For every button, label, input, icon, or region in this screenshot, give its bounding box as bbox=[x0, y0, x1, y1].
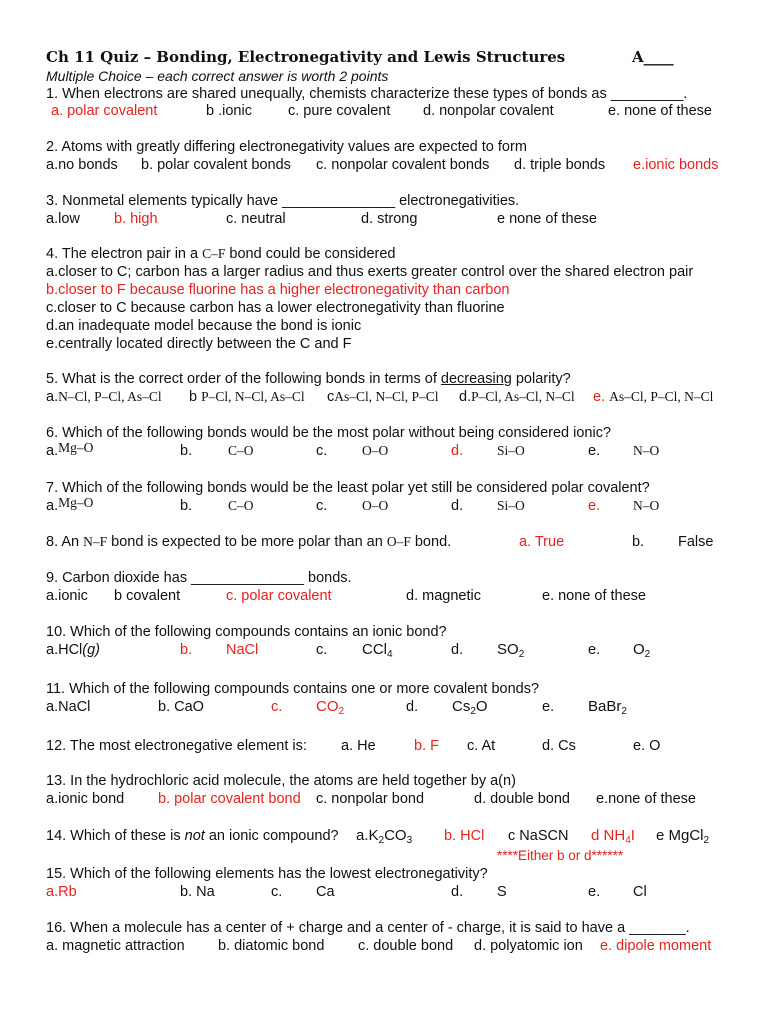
answer-option-formula: O–O bbox=[362, 498, 389, 513]
answer-option: e. none of these bbox=[542, 588, 646, 604]
answer-option-letter: d. bbox=[406, 699, 419, 715]
answer-option: a. polar covalent bbox=[51, 103, 158, 119]
formula-text: CO bbox=[384, 827, 407, 844]
answer-note: ****Either b or d****** bbox=[497, 848, 624, 863]
answer-option: a.low bbox=[46, 211, 80, 227]
answer-option-formula bbox=[497, 641, 524, 659]
question-stem: 2. Atoms with greatly differing electronegativity values are expected to form bbox=[46, 139, 527, 155]
answer-option: e none of these bbox=[497, 211, 597, 227]
answer-option-formula bbox=[316, 698, 344, 716]
question-stem: 15. Which of the following elements has the lowest electronegativity? bbox=[46, 866, 488, 882]
answer-option-formula: N–O bbox=[633, 443, 660, 458]
answer-option: a.Rb bbox=[46, 884, 77, 900]
answer-option: d. nonpolar covalent bbox=[423, 103, 554, 119]
answer-option-formula bbox=[362, 641, 393, 659]
stem-text: an ionic compound? bbox=[204, 828, 339, 844]
answer-option: a. He bbox=[341, 738, 376, 754]
formula-text: a.K bbox=[356, 827, 379, 844]
formula-subscript: 2 bbox=[621, 706, 627, 717]
answer-option: d. polyatomic ion bbox=[474, 938, 583, 954]
stem-underlined: decreasing bbox=[440, 371, 512, 387]
answer-option-formula: Si–O bbox=[497, 498, 525, 513]
answer-option-letter: e. bbox=[588, 884, 601, 900]
answer-option-formula: Si–O bbox=[497, 443, 525, 458]
question-stem bbox=[46, 827, 339, 845]
stem-text: bond is expected to be more polar than an bbox=[107, 534, 387, 550]
formula-subscript: 3 bbox=[406, 835, 413, 846]
answer-option: d. triple bonds bbox=[514, 157, 606, 173]
answer-option-letter: e. bbox=[588, 443, 601, 459]
stem-text: 14. Which of these is bbox=[46, 828, 185, 844]
answer-option: d. magnetic bbox=[406, 588, 481, 604]
answer-option: e. none of these bbox=[608, 103, 712, 119]
answer-option: c. neutral bbox=[226, 211, 286, 227]
formula-subscript: 2 bbox=[470, 706, 476, 717]
answer-option-letter: b. bbox=[180, 443, 193, 459]
option-formula: As–Cl, P–Cl, N–Cl bbox=[609, 389, 714, 404]
option-formula: P–Cl, N–Cl, As–Cl bbox=[201, 389, 305, 404]
answer-option: b.closer to F because fluorine has a higher electronegativity than carbon bbox=[46, 282, 510, 298]
question-stem bbox=[46, 370, 571, 388]
answer-option bbox=[46, 442, 93, 460]
answer-option-letter: d. bbox=[451, 884, 464, 900]
answer-option: b. polar covalent bond bbox=[158, 791, 301, 807]
question-stem: 13. In the hydrochloric acid molecule, the atoms are held together by a(n) bbox=[46, 773, 516, 789]
stem-text: bond could be considered bbox=[225, 246, 396, 262]
answer-option-letter: c. bbox=[316, 443, 328, 459]
answer-option: b. HCl bbox=[444, 828, 485, 844]
answer-option bbox=[327, 388, 439, 406]
formula-text: SO bbox=[497, 641, 519, 658]
answer-option bbox=[656, 827, 709, 845]
question-stem: 9. Carbon dioxide has ______________ bonds. bbox=[46, 570, 352, 586]
answer-option: a.closer to C; carbon has a larger radius and thus exerts greater control over the shared electron pair bbox=[46, 264, 694, 280]
option-letter: c bbox=[327, 389, 335, 405]
answer-option: b. polar covalent bonds bbox=[141, 157, 291, 173]
quiz-version: A____ bbox=[632, 48, 674, 66]
answer-option: c NaSCN bbox=[508, 828, 569, 844]
answer-option-formula: S bbox=[497, 884, 507, 900]
question-stem: 16. When a molecule has a center of + charge and a center of - charge, it is said to have a _______. bbox=[46, 920, 690, 936]
answer-option bbox=[356, 827, 412, 845]
answer-option-formula: C–O bbox=[228, 443, 254, 458]
answer-option: c.closer to C because carbon has a lower electronegativity than fluorine bbox=[46, 300, 505, 316]
stem-text: 4. The electron pair in a bbox=[46, 246, 203, 262]
formula-text: e MgCl bbox=[656, 827, 704, 844]
answer-option: c. pure covalent bbox=[288, 103, 391, 119]
answer-option-letter: c. bbox=[316, 498, 328, 514]
answer-option: d.an inadequate model because the bond is ionic bbox=[46, 318, 362, 334]
answer-option: d. Cs bbox=[542, 738, 576, 754]
option-formula: Mg–O bbox=[58, 495, 94, 510]
answer-option: d. double bond bbox=[474, 791, 570, 807]
answer-option: e.centrally located directly between the C and F bbox=[46, 336, 352, 352]
option-formula: a.HCl bbox=[46, 642, 83, 658]
option-letter: a. bbox=[46, 498, 59, 514]
answer-option bbox=[593, 388, 713, 406]
answer-option bbox=[591, 827, 635, 845]
formula-text: d NH bbox=[591, 827, 626, 844]
answer-option: b covalent bbox=[114, 588, 181, 604]
question-stem: 11. Which of the following compounds contains one or more covalent bonds? bbox=[46, 681, 540, 697]
answer-option-letter: e. bbox=[542, 699, 555, 715]
formula-text: CO bbox=[316, 698, 339, 715]
stem-italic: not bbox=[184, 828, 205, 844]
answer-option: False bbox=[678, 534, 714, 550]
option-formula: As–Cl, N–Cl, P–Cl bbox=[334, 389, 439, 404]
formula-subscript: 2 bbox=[378, 835, 385, 846]
option-letter: a. bbox=[46, 389, 59, 405]
answer-option-formula bbox=[452, 698, 488, 716]
answer-option: a.ionic bbox=[46, 588, 88, 604]
bond-formula: C–F bbox=[202, 246, 226, 261]
question-stem: 7. Which of the following bonds would be the least polar yet still be considered polar covalent? bbox=[46, 480, 650, 496]
answer-option-formula: N–O bbox=[633, 498, 660, 513]
question-stem: 1. When electrons are shared unequally, chemists characterize these types of bonds as _________. bbox=[46, 86, 688, 102]
question-stem bbox=[46, 245, 395, 263]
formula-text: I bbox=[630, 827, 635, 844]
formula-subscript: 2 bbox=[518, 649, 525, 660]
formula-text: O bbox=[633, 641, 645, 658]
formula-text: BaBr bbox=[588, 698, 622, 715]
answer-option: c. polar covalent bbox=[226, 588, 332, 604]
answer-option bbox=[459, 388, 575, 406]
option-letter: a. bbox=[46, 443, 59, 459]
option-formula: Mg–O bbox=[58, 440, 94, 455]
answer-option-letter: b. bbox=[180, 498, 193, 514]
answer-option: d. strong bbox=[361, 211, 418, 227]
formula-text: O bbox=[475, 698, 488, 715]
answer-option-formula: O–O bbox=[362, 443, 389, 458]
answer-option: b .ionic bbox=[206, 103, 252, 119]
answer-option-letter: e. bbox=[588, 642, 601, 658]
answer-option-letter: c. bbox=[271, 699, 283, 715]
option-letter: d. bbox=[459, 389, 472, 405]
answer-option-letter: c. bbox=[316, 642, 328, 658]
formula-subscript: 2 bbox=[703, 835, 710, 846]
answer-option-formula: C–O bbox=[228, 498, 254, 513]
formula-subscript: 2 bbox=[644, 649, 651, 660]
instructions: Multiple Choice – each correct answer is worth 2 points bbox=[46, 68, 389, 84]
answer-option-formula: Cl bbox=[633, 884, 647, 900]
formula-text: CCl bbox=[362, 641, 387, 658]
answer-option: c. At bbox=[467, 738, 496, 754]
answer-option-letter: b. bbox=[180, 642, 193, 658]
formula-subscript: 2 bbox=[338, 706, 345, 717]
option-letter: b bbox=[189, 389, 198, 405]
answer-option: b. diatomic bond bbox=[218, 938, 325, 954]
bond-formula: N–F bbox=[83, 534, 108, 549]
formula-subscript: 4 bbox=[387, 649, 393, 660]
answer-option: a. True bbox=[519, 534, 565, 550]
question-stem: 3. Nonmetal elements typically have ______________ electronegativities. bbox=[46, 193, 520, 209]
answer-option: a.no bonds bbox=[46, 157, 118, 173]
answer-option bbox=[189, 388, 305, 406]
option-formula: N–Cl, P–Cl, As–Cl bbox=[58, 389, 162, 404]
question-stem: 10. Which of the following compounds contains an ionic bond? bbox=[46, 624, 447, 640]
answer-option-formula: NaCl bbox=[226, 642, 259, 658]
answer-option: b. CaO bbox=[158, 699, 204, 715]
question-stem: 6. Which of the following bonds would be the most polar without being considered ionic? bbox=[46, 425, 612, 441]
formula-subscript: 4 bbox=[625, 835, 631, 846]
answer-option: a. magnetic attraction bbox=[46, 938, 185, 954]
answer-option-letter: d. bbox=[451, 498, 464, 514]
answer-option: c. nonpolar covalent bonds bbox=[316, 157, 490, 173]
answer-option: c. nonpolar bond bbox=[316, 791, 425, 807]
answer-option-letter: e. bbox=[588, 498, 601, 514]
answer-option: e. O bbox=[633, 738, 661, 754]
answer-option: b. F bbox=[414, 738, 439, 754]
answer-option: a.NaCl bbox=[46, 699, 91, 715]
answer-option: a.ionic bond bbox=[46, 791, 125, 807]
answer-option: c. double bond bbox=[358, 938, 454, 954]
answer-option-formula bbox=[588, 698, 627, 716]
answer-option: e.none of these bbox=[596, 791, 696, 807]
answer-option-letter: d. bbox=[451, 443, 464, 459]
answer-option-formula: Ca bbox=[316, 884, 335, 900]
bond-formula: O–F bbox=[386, 534, 411, 549]
answer-option-letter: d. bbox=[451, 642, 464, 658]
option-letter: e. bbox=[593, 389, 606, 405]
answer-option: e.ionic bonds bbox=[633, 157, 719, 173]
answer-option-letter: c. bbox=[271, 884, 283, 900]
option-state: (g) bbox=[82, 642, 100, 658]
question-stem bbox=[46, 533, 451, 551]
quiz-title: Ch 11 Quiz – Bonding, Electronegativity and Lewis Structures bbox=[46, 48, 566, 66]
answer-option: b. Na bbox=[180, 884, 215, 900]
stem-text: polarity? bbox=[511, 371, 571, 387]
stem-text: 5. What is the correct order of the following bonds in terms of bbox=[46, 371, 441, 387]
option-formula: P–Cl, As–Cl, N–Cl bbox=[471, 389, 575, 404]
formula-text: Cs bbox=[452, 698, 471, 715]
answer-option: b. high bbox=[114, 211, 158, 227]
answer-option bbox=[46, 641, 100, 659]
stem-text: 8. An bbox=[46, 534, 84, 550]
answer-option-formula bbox=[633, 641, 650, 659]
question-stem: 12. The most electronegative element is: bbox=[46, 738, 307, 754]
stem-text: bond. bbox=[410, 534, 452, 550]
answer-option bbox=[46, 497, 93, 515]
answer-option: e. dipole moment bbox=[600, 938, 712, 954]
answer-option-letter: b. bbox=[632, 534, 645, 550]
answer-option bbox=[46, 388, 162, 406]
